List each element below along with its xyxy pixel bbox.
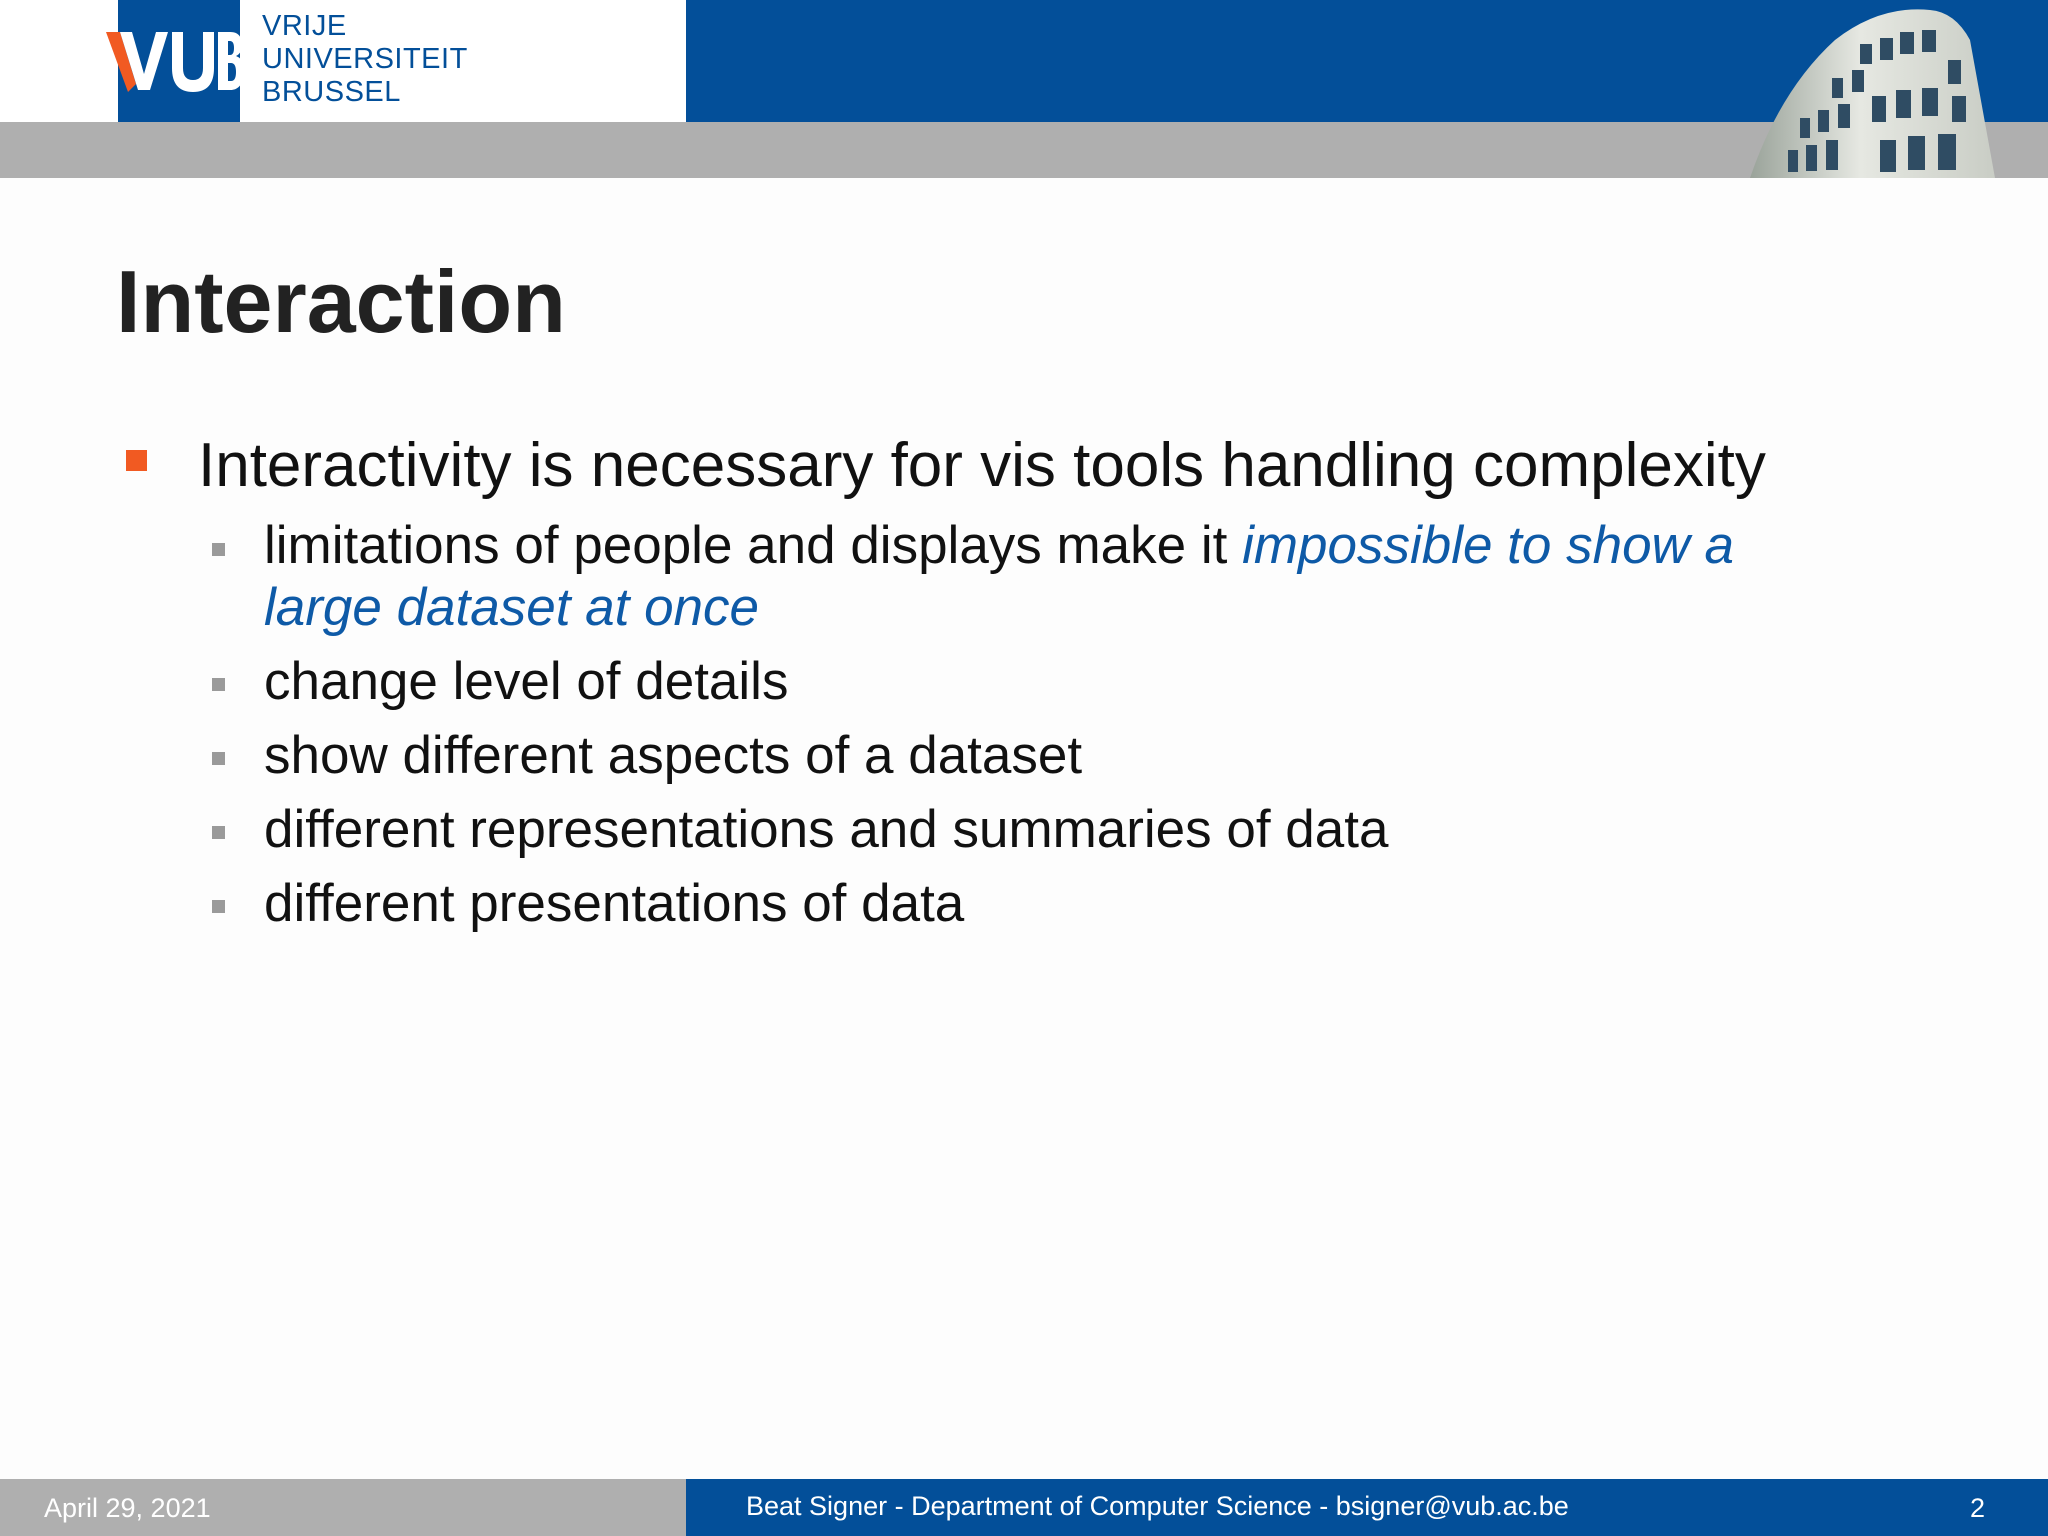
- sub-bullet-icon: [212, 678, 225, 691]
- university-name: [262, 10, 468, 109]
- sub-bullet-1-emphasis-a: impossible to show a: [1242, 516, 1735, 575]
- page-number: 2: [1970, 1493, 1986, 1523]
- university-name-line-2: UNIVERSITEIT: [262, 43, 468, 75]
- footer-date: April 29, 2021: [44, 1493, 211, 1523]
- building-image: [1740, 0, 2000, 178]
- sub-bullet-2: change level of details: [264, 652, 789, 711]
- main-bullet-text: Interactivity is necessary for vis tools handling complexity: [198, 431, 1766, 500]
- vub-logo: [106, 26, 241, 96]
- sub-bullet-icon: [212, 752, 225, 765]
- sub-bullet-icon: [212, 900, 225, 913]
- sub-bullet-3: show different aspects of a dataset: [264, 726, 1083, 785]
- sub-bullet-icon: [212, 543, 225, 556]
- sub-bullet-1-plain: limitations of people and displays make it: [264, 516, 1243, 575]
- university-name-line-1: VRIJE: [262, 10, 347, 42]
- university-name-line-3: BRUSSEL: [262, 76, 401, 108]
- sub-bullet-1-line-1: [264, 515, 1734, 577]
- slide-title: Interaction: [116, 252, 566, 351]
- sub-bullet-5: different presentations of data: [264, 874, 965, 933]
- sub-bullet-4: different representations and summaries of data: [264, 800, 1389, 859]
- sub-bullet-1-emphasis-b: large dataset at once: [264, 578, 760, 637]
- sub-bullet-1-line-2: [264, 577, 759, 639]
- sub-bullet-icon: [212, 826, 225, 839]
- footer-author-info: Beat Signer - Department of Computer Science - bsigner@vub.ac.be: [746, 1491, 1569, 1521]
- bullet-square-icon: [126, 450, 147, 471]
